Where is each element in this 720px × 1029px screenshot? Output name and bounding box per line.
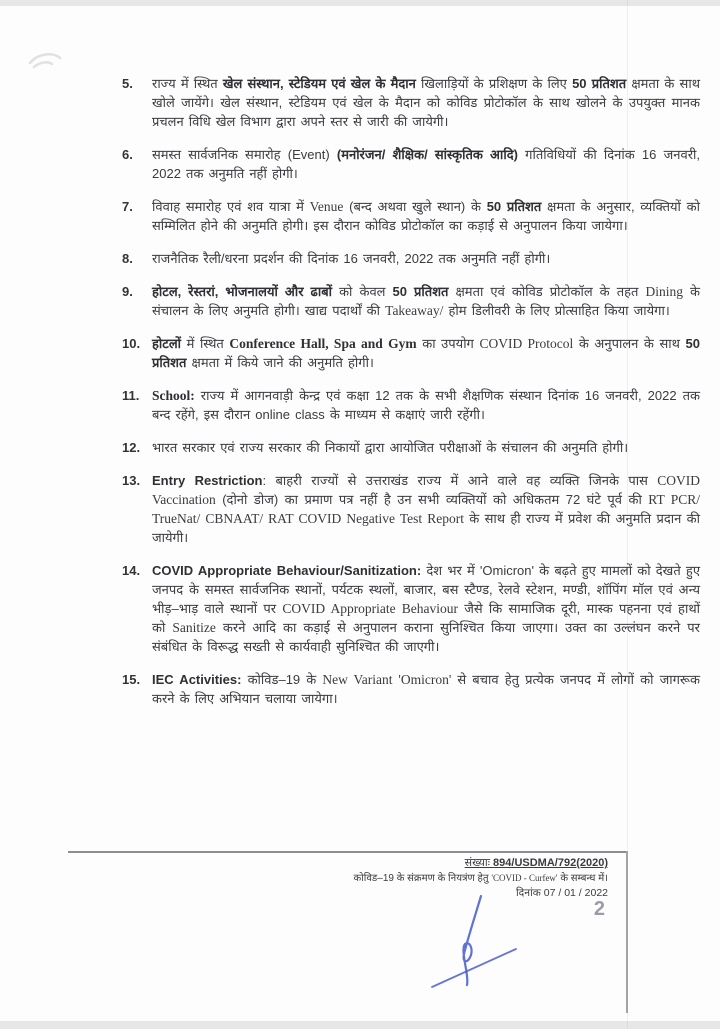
item-text [152,249,700,268]
text-run: COVID Appropriate Behaviour [282,601,458,616]
scan-edge-top [0,0,720,6]
item-text [152,334,700,372]
text-run: राज्य में आगनवाड़ी केन्द्र एवं कक्षा 12 तक के सभी शैक्षणिक संस्थान दिनांक 16 जनवरी, 2022 तक बन्द रहेंगे, इस दौरान [152,388,700,422]
text-run: COVID Protocol [479,336,574,351]
item-text [152,197,700,235]
item-text [152,386,700,424]
item-number: 10. [122,336,141,351]
text-run: School: [152,388,195,403]
list-item [122,145,700,183]
list-item [122,282,700,320]
text-run: क्षमता के अनुसार, व्यक्तियों को सम्मिलित होने की अनुमति होगी। इस दौरान कोविड प्रोटोकॉल का कड़ाई से अनुपालन किया जायेगा। [152,199,700,233]
item-number: 5. [122,76,133,91]
item-text [152,282,700,320]
text-run: (बन्द अथवा खुले स्थान) के [343,199,487,214]
item-number: 14. [122,563,141,578]
order-list [122,74,700,722]
footer-subject-latin: 'COVID - Curfew' [491,873,558,883]
text-run: खिलाड़ियों के प्रशिक्षण के लिए [415,76,573,91]
list-item [122,249,700,268]
footer-separator-line [68,851,627,853]
item-number: 15. [122,672,141,687]
text-run: विवाह समारोह एवं शव यात्रा में [152,199,310,214]
text-run: (दोनो डोज) का प्रमाण पत्र नहीं है उन सभी व्यक्तियों को अधिकतम 72 घंटे पूर्व की [215,492,649,507]
text-run: खेल संस्थान, स्टेडियम एवं खेल के मैदान [222,76,416,91]
item-text [152,670,700,708]
text-run: होटल, रेस्तरां, भोजनालयों और ढाबों [152,284,333,299]
text-run: भारत सरकार एवं राज्य सरकार की निकायों द्वारा आयोजित परीक्षाओं के संचालन की अनुमति होगी। [152,440,629,455]
footer-date-line: दिनांक 07 / 01 / 2022 [515,887,608,899]
text-run: को केवल [332,284,393,299]
text-run: से बचाव हेतु प्रत्येक जनपद में लोगों को जागरूक करने के लिए अभियान चलाया जायेगा। [152,672,700,706]
text-run: RT PCR/ TrueNat/ CBNAAT/ RAT COVID Negative Test Report [152,492,701,526]
text-run: के संचालन के लिए अनुमति होगी। खाद्य पदार्थों की [152,284,701,318]
text-run: राज्य में स्थित [152,76,223,91]
scan-edge-bottom [0,1021,720,1029]
text-run: 50 प्रतिशत [392,284,449,299]
text-run: COVID Vaccination [152,473,700,507]
footer-subject-line [278,871,608,886]
text-run: जैसे कि सामाजिक दूरी, मास्क पहनना एवं हाथों को [152,601,700,635]
text-run: में स्थित [181,336,230,351]
text-run: होम डिलीवरी के लिए प्रोत्साहित किया जायेगा। [443,303,670,318]
signature-ink-icon [418,886,538,1001]
text-run: क्षमता के साथ खोले जायेंगे। खेल संस्थान, स्टेडियम एवं खेल के मैदान को कोविड प्रोटोकॉल के साथ खोलने के उपयुक्त मानक प्रचलन विधि खेल विभाग द्वारा अपने स्तर से जारी की जायेगी। [152,76,701,129]
footer-ref-value: 894/USDMA/792(2020) [493,857,608,869]
text-run: IEC Activities: [152,672,242,687]
text-run: Takeaway/ [385,303,444,318]
footer-subject-post: के सम्बन्ध में। [557,873,608,884]
text-run: क्षमता में किये जाने की अनुमति होगी। [186,355,374,370]
item-text [152,471,700,547]
text-run: 50 प्रतिशत [486,199,542,214]
text-run: के माध्यम से कक्षाएं जारी रहेंगी। [324,407,485,422]
text-run: Venue [309,199,344,214]
item-number: 13. [122,473,141,488]
text-run: होटलों [152,336,182,351]
text-run: New Variant 'Omicron' [322,672,452,687]
item-text [152,438,700,457]
text-run: के साथ ही राज्य में प्रवेश की अनुमति प्रदान की जायेगी। [152,511,701,545]
item-number: 12. [122,440,141,455]
item-number: 8. [122,251,133,266]
item-number: 6. [122,147,133,162]
smudge-mark-icon [22,45,82,80]
text-run: देश भर में 'Omicron' के बढ़ते हुए मामलों को देखते हुए जनपद के समस्त सार्वजनिक स्थानों, पर्यटक स्थलों, बाजार, बस स्टैण्ड, रेलवे स्टेशन, मण्डी, शॉपिंग मॉल एवं अन्य भीड़–भाड़ वाले स्थानों पर [152,563,701,616]
text-run: COVID Appropriate Behaviour/Sanitization: [152,563,422,578]
text-run: 50 प्रतिशत [152,336,700,370]
item-text [152,561,700,656]
list-item [122,386,700,424]
text-run: : बाहरी राज्यों से उत्तराखंड राज्य में आने वाले वह व्यक्ति जिनके पास [262,473,658,488]
list-item [122,334,700,372]
list-item [122,438,700,457]
text-run: का उपयोग [416,336,480,351]
list-item [122,471,700,547]
item-text [152,145,700,183]
text-run: Entry Restriction [152,473,263,488]
text-run: गतिविधियों की दिनांक 16 जनवरी, 2022 तक अनुमति नहीं होगी। [152,147,700,181]
list-item [122,561,700,656]
text-run: (मनोरंजन/ शैक्षिक/ सांस्कृतिक आदि) [336,147,518,162]
list-item [122,197,700,235]
text-run: 50 प्रतिशत [572,76,627,91]
item-text [152,74,700,131]
footer-reference-number [278,856,608,871]
text-run: समस्त सार्वजनिक समारोह (Event) [152,147,337,162]
page-number: 2 [593,898,605,920]
text-run: राजनैतिक रैली/धरना प्रदर्शन की दिनांक 16 जनवरी, 2022 तक अनुमति नहीं होगी। [152,251,551,266]
list-item [122,670,700,708]
item-number: 9. [122,284,133,299]
text-run: online class [255,407,325,422]
footer-subject-pre: कोविड–19 के संक्रमण के नियत्रंण हेतु [353,873,492,884]
text-run: Dining [645,284,683,299]
text-run: Sanitize [172,620,216,635]
text-run: के अनुपालन के साथ [573,336,686,351]
footer-ref-label: संख्याः [464,857,494,869]
footer-vertical-rule [626,851,628,1013]
list-item [122,74,700,131]
text-run: करने आदि का कड़ाई से अनुपालन कराना सुनिश्चित किया जाएगा। उक्त का उल्लंघन करने पर संबंधित के विरूद्ध सख्ती से कार्यवाही सुनिश्चित की जाएगी। [152,620,700,654]
text-run: कोविड–19 के [241,672,323,687]
text-run: Conference Hall, Spa and Gym [229,336,417,351]
item-number: 7. [122,199,133,214]
text-run: क्षमता एवं कोविड प्रोटोकॉल के तहत [448,284,646,299]
item-number: 11. [122,388,140,403]
